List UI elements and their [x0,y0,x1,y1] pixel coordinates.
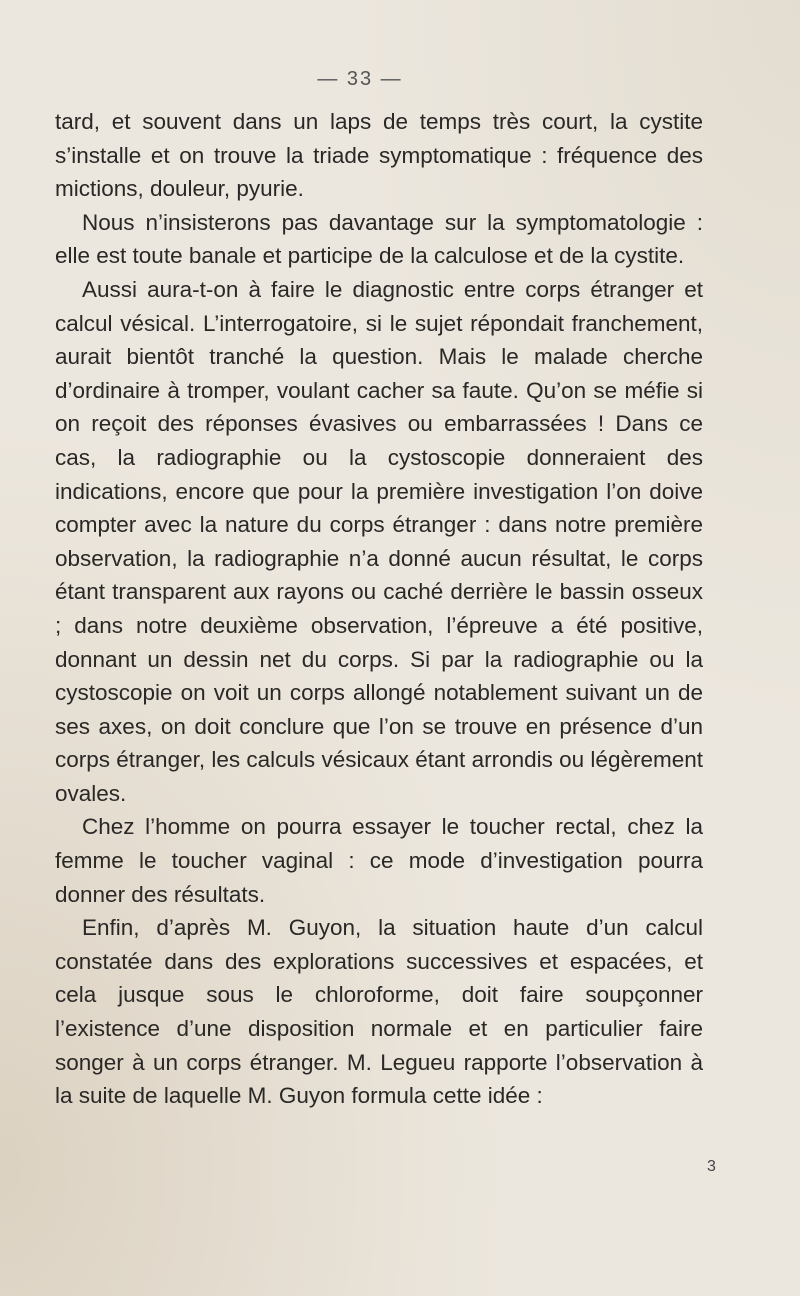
paragraph-3: Aussi aura-t-on à faire le diagnostic entre corps étranger et calcul vésical. L’interrogatoire, si le sujet répondait franchement, aurait bientôt tranché la question. Mais le malade cherche d’ordinaire à tromper, voulant cacher sa faute. Qu’on se méfie si on reçoit des réponses évasives ou embarrassées ! Dans ce cas, la radiographie ou la cystoscopie donneraient des indications, encore que pour la première investigation l’on doive compter avec la nature du corps étranger : dans notre première observation, la radiographie n’a donné aucun résultat, le corps étant transparent aux rayons ou caché derrière le bassin osseux ; dans notre deuxième observation, l’épreuve a été positive, donnant un dessin net du corps. Si par la radiographie ou la cystoscopie on voit un corps allongé notablement suivant un de ses axes, on doit conclure que l’on se trouve en présence d’un corps étranger, les calculs vésicaux étant arrondis ou légèrement ovales. [55,276,703,806]
body-text [55,105,703,1113]
paragraph-1: tard, et souvent dans un laps de temps très court, la cystite s’installe et on trouve la triade symptomatique : fréquence des mictions, douleur, pyurie. [55,109,703,202]
paragraph-5: Enfin, d’après M. Guyon, la situation haute d’un calcul constatée dans des explorations successives et espacées, et cela jusque sous le chloroforme, doit faire soupçonner l’existence d’une disposition normale et en particulier faire songer à un corps étranger. M. Legueu rapporte l’observation à la suite de laquelle M. Guyon formula cette idée : [55,915,703,1109]
page-number: — 33 — [317,68,403,90]
signature-mark: 3 [707,1158,716,1175]
paragraph-2: Nous n’insisterons pas davantage sur la symptomatologie : elle est toute banale et participe de la calculose et de la cystite. [55,209,703,269]
paragraph-4: Chez l’homme on pourra essayer le toucher rectal, chez la femme le toucher vaginal : ce mode d’investigation pourra donner des résultats. [55,814,703,907]
